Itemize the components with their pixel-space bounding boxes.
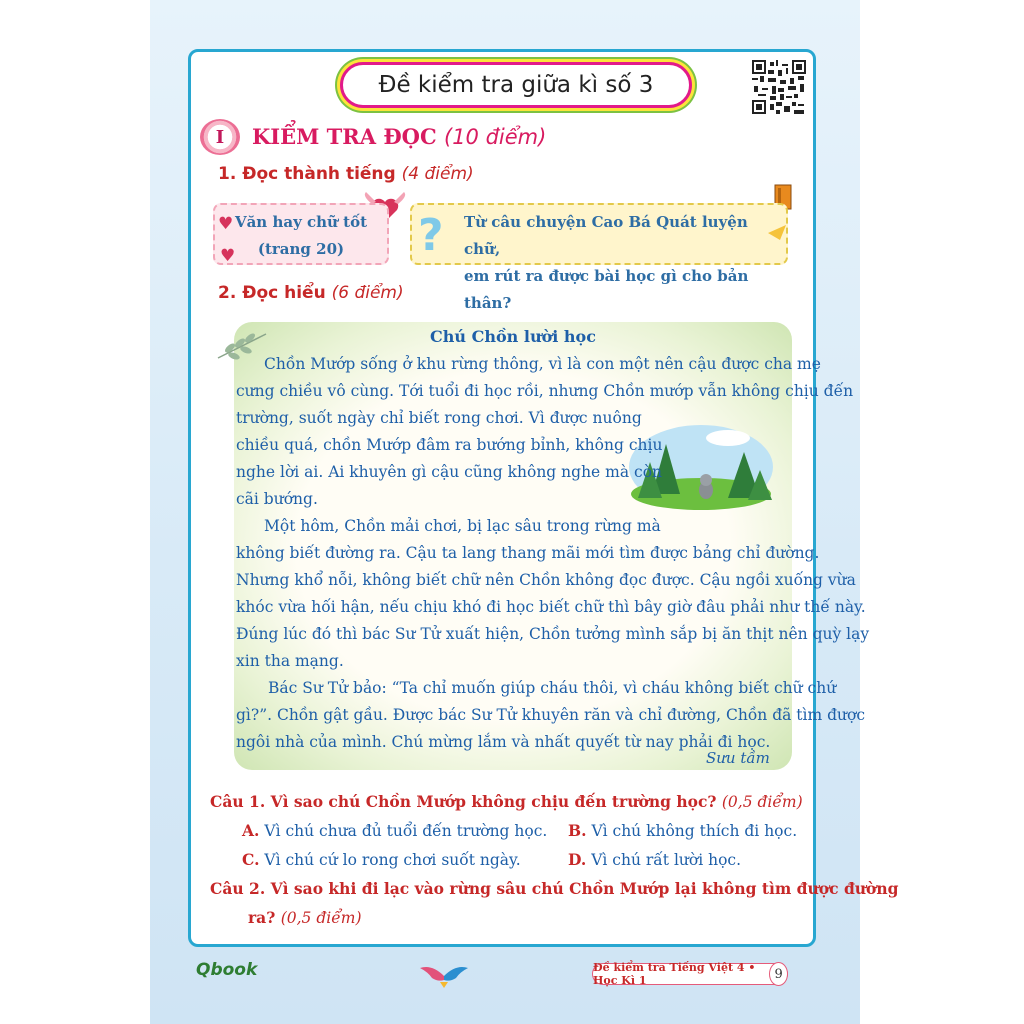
title-banner bbox=[340, 62, 692, 108]
story-p1-line6: cãi bướng. bbox=[236, 490, 318, 508]
story-p2-line1: Một hôm, Chồn mải chơi, bị lạc sâu trong rừng mà bbox=[264, 517, 661, 535]
section-heading bbox=[252, 124, 546, 149]
part1-points: (4 điểm) bbox=[401, 164, 474, 184]
story-p1-line1: Chồn Mướp sống ở khu rừng thông, vì là con một nên cậu được cha mẹ bbox=[264, 355, 821, 373]
option-text: Vì chú chưa đủ tuổi đến trường học. bbox=[264, 822, 548, 840]
reading-card bbox=[213, 203, 389, 265]
question-card-line1: Từ câu chuyện Cao Bá Quát luyện chữ, bbox=[464, 213, 748, 258]
option-text: Vì chú cứ lo rong chơi suốt ngày. bbox=[264, 851, 521, 869]
story-p1-line5: nghe lời ai. Ai khuyên gì cậu cũng không nghe mà còn bbox=[236, 463, 663, 481]
part2-points: (6 điểm) bbox=[331, 283, 404, 303]
wings-logo-icon bbox=[418, 962, 470, 988]
option-text: Vì chú không thích đi học. bbox=[591, 822, 798, 840]
question-1 bbox=[210, 792, 803, 811]
page-number: 9 bbox=[769, 962, 788, 986]
footer-text: Đề kiểm tra Tiếng Việt 4 • Học Kì 1 bbox=[593, 961, 756, 987]
answer-option-b[interactable] bbox=[568, 821, 797, 840]
story-p2-line3: Nhưng khổ nỗi, không biết chữ nên Chồn không đọc được. Cậu ngồi xuống vừa bbox=[236, 571, 856, 589]
answer-option-d[interactable] bbox=[568, 850, 741, 869]
story-p2-line4: khóc vừa hối hận, nếu chịu khó đi học biết chữ thì bây giờ đâu phải như thế này. bbox=[236, 598, 866, 616]
story-p1-line3: trường, suốt ngày chỉ biết rong chơi. Vì được nuông bbox=[236, 409, 642, 427]
question-mark-icon: ? bbox=[418, 210, 444, 261]
story-p2-line6: xin tha mạng. bbox=[236, 652, 344, 670]
answer-option-c[interactable] bbox=[242, 850, 521, 869]
heart-icon: ♥ bbox=[220, 246, 236, 266]
story-p2-line5: Đúng lúc đó thì bác Sư Tử xuất hiện, Chồn tưởng mình sắp bị ăn thịt nên quỳ lạy bbox=[236, 625, 870, 643]
question-2-continued bbox=[248, 908, 362, 927]
story-p2-line2: không biết đường ra. Cậu ta lang thang mãi mới tìm được bảng chỉ đường. bbox=[236, 544, 820, 562]
story-p1-line2: cưng chiều vô cùng. Tới tuổi đi học rồi, nhưng Chồn mướp vẫn không chịu đến bbox=[236, 382, 854, 400]
page-title: Đề kiểm tra giữa kì số 3 bbox=[378, 72, 654, 98]
triangle-icon bbox=[766, 222, 788, 244]
section-heading-text: KIỂM TRA ĐỌC bbox=[252, 124, 437, 149]
story-p1-line4: chiều quá, chồn Mướp đâm ra bướng bỉnh, không chịu bbox=[236, 436, 663, 454]
option-key: B. bbox=[568, 821, 587, 840]
option-key: D. bbox=[568, 850, 587, 869]
question-2-text-cont: ra? bbox=[248, 908, 276, 927]
reading-card-page: (trang 20) bbox=[257, 240, 345, 258]
question-2-points: (0,5 điểm) bbox=[280, 909, 362, 927]
footer-badge bbox=[592, 963, 788, 985]
question-2 bbox=[210, 879, 899, 898]
brand-logo: Qbook bbox=[196, 960, 258, 980]
answer-option-a[interactable] bbox=[242, 821, 547, 840]
option-key: C. bbox=[242, 850, 260, 869]
part2-title: 2. Đọc hiểu bbox=[218, 283, 326, 303]
section-number-badge bbox=[200, 119, 240, 155]
qr-code-icon[interactable] bbox=[752, 60, 806, 114]
story-title: Chú Chồn lười học bbox=[430, 327, 596, 346]
section-number: I bbox=[215, 126, 225, 148]
question-2-text: Câu 2. Vì sao khi đi lạc vào rừng sâu chú Chồn Mướp lại không tìm được đường bbox=[210, 879, 899, 898]
question-1-text: Câu 1. Vì sao chú Chồn Mướp không chịu đến trường học? bbox=[210, 792, 717, 811]
section-points: (10 điểm) bbox=[444, 125, 547, 149]
reading-card-title: Văn hay chữ tốt bbox=[234, 213, 368, 231]
part2-heading bbox=[218, 283, 404, 303]
story-p3-line1: Bác Sư Tử bảo: “Ta chỉ muốn giúp cháu thôi, vì cháu không biết chữ chứ bbox=[268, 679, 837, 697]
heart-icon: ♥ bbox=[218, 214, 234, 234]
part1-heading bbox=[218, 164, 474, 184]
part1-title: 1. Đọc thành tiếng bbox=[218, 164, 396, 184]
story-p3-line3: ngôi nhà của mình. Chú mừng lắm và nhất quyết từ nay phải đi học. bbox=[236, 733, 771, 751]
question-card-line2: em rút ra được bài học gì cho bản thân? bbox=[464, 267, 749, 312]
question-card bbox=[410, 203, 788, 312]
option-text: Vì chú rất lười học. bbox=[591, 851, 742, 869]
option-key: A. bbox=[242, 821, 260, 840]
question-1-points: (0,5 điểm) bbox=[721, 793, 803, 811]
story-source: Sưu tầm bbox=[706, 749, 770, 767]
story-p3-line2: gì?”. Chồn gật gầu. Được bác Sư Tử khuyên răn và chỉ đường, Chồn đã tìm được bbox=[236, 706, 866, 724]
